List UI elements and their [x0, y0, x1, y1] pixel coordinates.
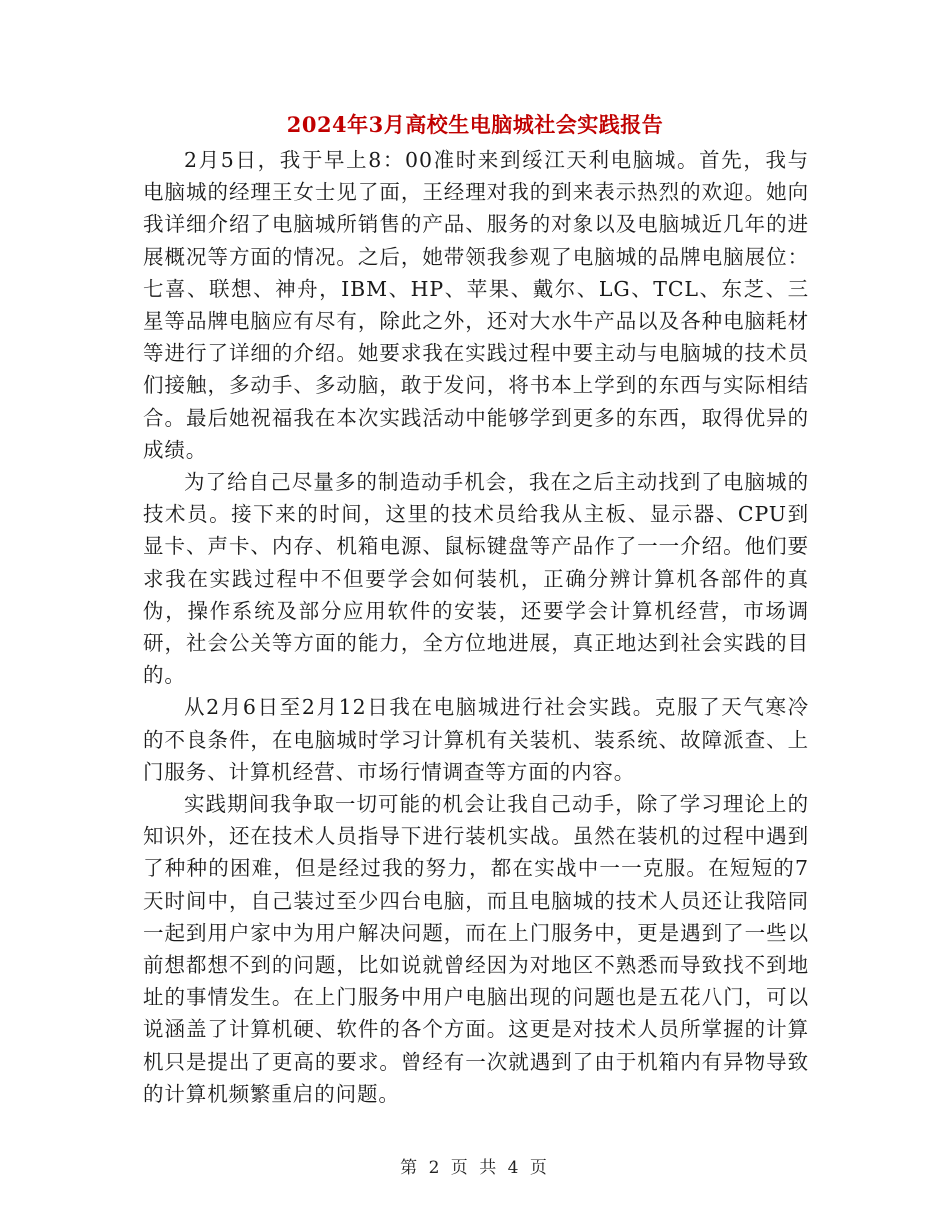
- document-title: 2024年3月高校生电脑城社会实践报告: [286, 112, 664, 137]
- paragraph-3: 从2月6日至2月12日我在电脑城进行社会实践。克服了天气寒冷的不良条件，在电脑城时学习计算机有关装机、装系统、故障派查、上门服务、计算机经营、市场行情调查等方面的内容。: [143, 695, 809, 784]
- paragraph-2: 为了给自己尽量多的制造动手机会，我在之后主动找到了电脑城的技术员。接下来的时间，这里的技术员给我从主板、显示器、CPU到显卡、声卡、内存、机箱电源、鼠标键盘等产品作了一一介绍。他们要求我在实践过程中不但要学会如何装机，正确分辨计算机各部件的真伪，操作系统及部分应用软件的安装，还要学会计算机经营，市场调研，社会公关等方面的能力，全方位地进展，真正地达到社会实践的目的。: [143, 470, 809, 688]
- page-footer: 第 2 页 共 4 页: [400, 1158, 550, 1178]
- document-body: [143, 144, 809, 1110]
- paragraph-1: 2月5日，我于早上8：00准时来到绥江天利电脑城。首先，我与电脑城的经理王女士见了面，王经理对我的到来表示热烈的欢迎。她向我详细介绍了电脑城所销售的产品、服务的对象以及电脑城近几年的进展概况等方面的情况。之后，她带领我参观了电脑城的品牌电脑展位：七喜、联想、神舟，IBM、HP、苹果、戴尔、LG、TCL、东芝、三星等品牌电脑应有尽有，除此之外，还对大水牛产品以及各种电脑耗材等进行了详细的介绍。她要求我在实践过程中要主动与电脑城的技术员们接触，多动手、多动脑，敢于发问，将书本上学到的东西与实际相结合。最后她祝福我在本次实践活动中能够学到更多的东西，取得优异的成绩。: [143, 148, 809, 462]
- paragraph-4: 实践期间我争取一切可能的机会让我自己动手，除了学习理论上的知识外，还在技术人员指导下进行装机实战。虽然在装机的过程中遇到了种种的困难，但是经过我的努力，都在实战中一一克服。在短短的7天时间中，自己装过至少四台电脑，而且电脑城的技术人员还让我陪同一起到用户家中为用户解决问题，而在上门服务中，更是遇到了一些以前想都想不到的问题，比如说就曾经因为对地区不熟悉而导致找不到地址的事情发生。在上门服务中用户电脑出现的问题也是五花八门，可以说涵盖了计算机硬、软件的各个方面。这更是对技术人员所掌握的计算机只是提出了更高的要求。曾经有一次就遇到了由于机箱内有异物导致的计算机频繁重启的问题。: [143, 792, 809, 1106]
